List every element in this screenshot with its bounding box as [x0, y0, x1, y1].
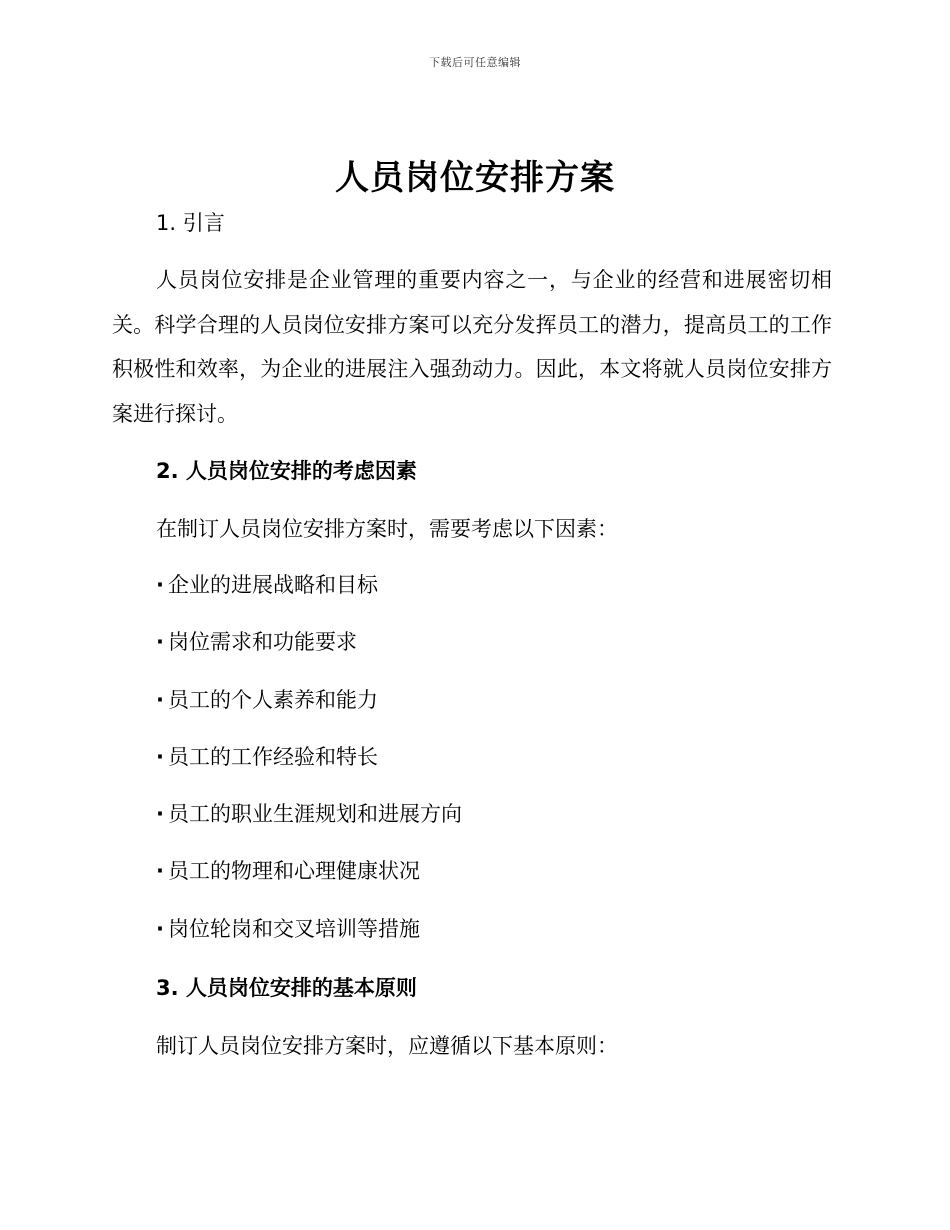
factor-list — [156, 570, 462, 971]
bullet-icon: · — [156, 744, 164, 769]
list-item — [156, 856, 462, 913]
list-item-text: 员工的物理和心理健康状况 — [168, 859, 420, 884]
section-2-paragraph: 在制订人员岗位安排方案时，需要考虑以下因素： — [156, 517, 618, 541]
section-1-paragraph: 人员岗位安排是企业管理的重要内容之一，与企业的经营和进展密切相关。科学合理的人员岗位安排方案可以充分发挥员工的潜力，提高员工的工作积极性和效率，为企业的进展注入强劲动力。因此，本文将就人员岗位安排方案进行探讨。 — [112, 268, 832, 427]
list-item — [156, 799, 462, 856]
bullet-icon: · — [156, 802, 164, 827]
list-item — [156, 570, 462, 627]
section-1-heading: 1. 引言 — [156, 211, 225, 235]
section-2-heading: 2. 人员岗位安排的考虑因素 — [156, 459, 417, 483]
list-item — [156, 685, 462, 742]
list-item-text: 岗位需求和功能要求 — [168, 630, 357, 655]
list-item — [156, 914, 462, 971]
list-item — [156, 627, 462, 684]
section-3-paragraph: 制订人员岗位安排方案时，应遵循以下基本原则： — [156, 1034, 618, 1058]
list-item-text: 员工的职业生涯规划和进展方向 — [168, 802, 462, 827]
list-item-text: 企业的进展战略和目标 — [168, 573, 378, 597]
bullet-icon: · — [156, 573, 164, 597]
bullet-icon: · — [156, 630, 164, 655]
list-item-text: 员工的工作经验和特长 — [168, 744, 378, 769]
bullet-icon: · — [156, 916, 164, 941]
list-item — [156, 742, 462, 799]
list-item-text: 岗位轮岗和交叉培训等措施 — [168, 916, 420, 941]
bullet-icon: · — [156, 687, 164, 712]
header-note: 下载后可任意编辑 — [429, 56, 521, 69]
bullet-icon: · — [156, 859, 164, 884]
section-3-heading: 3. 人员岗位安排的基本原则 — [156, 976, 417, 1000]
list-item-text: 员工的个人素养和能力 — [168, 687, 378, 712]
document-title: 人员岗位安排方案 — [335, 158, 615, 198]
